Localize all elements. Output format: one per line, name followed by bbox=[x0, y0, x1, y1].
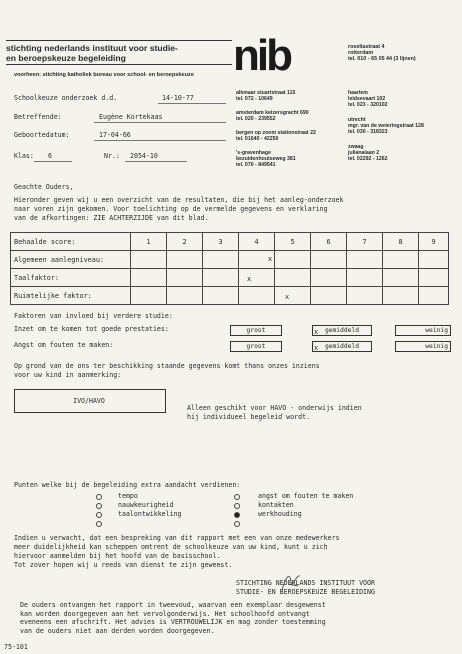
inzet-gemiddeld-box: gemiddeld bbox=[312, 325, 372, 336]
score-row-label-ruimtelijk: Ruimtelijke faktor: bbox=[11, 287, 131, 305]
score-header-row bbox=[11, 233, 449, 251]
aandacht-left-circle-2 bbox=[96, 503, 102, 509]
closing-text: Indien u verwacht, dat een bespreking van dit rapport met een van onze medewerkers meer duidelijkheid kan scheppen omtrent de schoolkeuze van uw kind, kunt u zich hiervoor aanmelden bij het hoofd van de basisschool. Tot zover hopen wij u reeds van dienst te zijn geweest. bbox=[14, 534, 340, 569]
angst-weinig-box: weinig bbox=[395, 341, 451, 352]
geboortedatum-label: Geboortedatum: bbox=[14, 131, 70, 139]
score-mark-ruimtelijk: x bbox=[285, 293, 290, 301]
aandacht-left-label-2: nauwkeurigheid bbox=[118, 501, 174, 509]
nib-logo: nib bbox=[233, 31, 290, 80]
inzet-weinig-box: weinig bbox=[395, 325, 451, 336]
betreffende-label: Betreffende: bbox=[14, 113, 62, 121]
handwritten-signature bbox=[278, 570, 304, 594]
faktor-inzet-label: Inzet om te komen tot goede prestaties: bbox=[14, 325, 169, 333]
score-col-2: 2 bbox=[167, 233, 203, 251]
faktoren-title: Faktoren van invloed bij verdere studie: bbox=[14, 312, 173, 320]
geboortedatum-value: 17-04-66 bbox=[99, 131, 131, 139]
aandacht-title: Punten welke bij de begeleiding extra aandacht verdienen: bbox=[14, 481, 241, 489]
aandacht-right-circle-4 bbox=[234, 521, 240, 527]
klas-underline bbox=[34, 161, 72, 162]
aandacht-right-circle-2 bbox=[234, 503, 240, 509]
advies-box-value: IVO/HAVO bbox=[73, 397, 105, 405]
score-col-9: 9 bbox=[419, 233, 449, 251]
aandacht-left-label-3: taalontwikkeling bbox=[118, 510, 182, 518]
aandacht-left-circle-1 bbox=[96, 494, 102, 500]
office-den-haag: 's-gravenhage bezuidenhoutseweg 381 tel. 070 - 849541 bbox=[236, 150, 296, 168]
score-col-7: 7 bbox=[347, 233, 383, 251]
office-bergen-op-zoom: bergen op zoom stationstraat 22 tel. 01640 - 42250 bbox=[236, 130, 316, 142]
faktor-angst-label: Angst om fouten te maken: bbox=[14, 341, 114, 349]
aandacht-right-circle-1 bbox=[234, 494, 240, 500]
schoolkeuze-label: Schoolkeuze onderzoek d.d. bbox=[14, 94, 118, 102]
inzet-groot-box: groot bbox=[230, 325, 282, 336]
score-mark-taal: x bbox=[247, 275, 252, 283]
score-row bbox=[11, 251, 449, 269]
nr-value: 2054-10 bbox=[130, 152, 158, 160]
header-subline: voorheen: stichting katholiek bureau voor school- en beroepskeuze bbox=[14, 72, 194, 78]
advies-intro: Op grond van de ons ter beschikking staande gegevens komt thans onzes inziens voor uw kind in aanmerking: bbox=[14, 362, 320, 379]
betreffende-underline bbox=[94, 122, 226, 123]
angst-groot-box: groot bbox=[230, 341, 282, 352]
angst-gemiddeld-box: gemiddeld bbox=[312, 341, 372, 352]
aandacht-left-label-1: tempo bbox=[118, 492, 138, 500]
form-code: 75-101 bbox=[4, 643, 28, 651]
office-haarlem: haarlem leidsevaart 102 tel. 023 - 320102 bbox=[348, 90, 388, 108]
score-col-1: 1 bbox=[131, 233, 167, 251]
score-row bbox=[11, 269, 449, 287]
aandacht-right-label-2: kontakten bbox=[258, 501, 294, 509]
schoolkeuze-underline bbox=[158, 103, 226, 104]
score-col-6: 6 bbox=[311, 233, 347, 251]
score-row bbox=[11, 287, 449, 305]
score-col-8: 8 bbox=[383, 233, 419, 251]
signature-block: STICHTING NEDERLANDS INSTITUUT VOOR STUDIE- EN BEROEPSKEUZE BEGELEIDING bbox=[236, 579, 375, 596]
betreffende-value: Eugène Kortekaas bbox=[99, 113, 163, 121]
aandacht-left-circle-3 bbox=[96, 512, 102, 518]
schoolkeuze-value: 14-10-77 bbox=[162, 94, 194, 102]
aandacht-right-label-3: werkhouding bbox=[258, 510, 302, 518]
klas-label: Klas: bbox=[14, 152, 34, 160]
aandacht-right-circle-3-filled bbox=[234, 512, 240, 518]
score-col-5: 5 bbox=[275, 233, 311, 251]
address-rotterdam: roseliastraat 4 rotterdam tel. 010 - 65 05 44 (3 lijnen) bbox=[348, 44, 416, 63]
header-top-rule bbox=[6, 40, 232, 41]
greeting: Geachte Ouders, bbox=[14, 183, 74, 191]
klas-value: 6 bbox=[48, 152, 52, 160]
angst-selected-mark: x bbox=[314, 344, 319, 352]
aandacht-left-circle-4 bbox=[96, 521, 102, 527]
aandacht-right-label-1: angst om fouten te maken bbox=[258, 492, 354, 500]
score-row-label-taal: Taalfaktor: bbox=[11, 269, 131, 287]
score-table bbox=[10, 232, 449, 305]
office-zwaag: zwaag julianalaan 2 tel. 02292 - 1262 bbox=[348, 144, 388, 162]
office-alkmaar: alkmaar stuartstraat 115 tel. 072 - 10649 bbox=[236, 90, 296, 102]
inzet-selected-mark: x bbox=[314, 328, 319, 336]
score-header-label: Behaalde score: bbox=[11, 233, 131, 251]
score-col-3: 3 bbox=[203, 233, 239, 251]
office-utrecht: utrecht mgr. van de weteringstraat 128 tel. 030 - 318323 bbox=[348, 117, 424, 135]
office-amsterdam: amsterdam keizersgracht 690 tel. 020 - 239552 bbox=[236, 110, 309, 122]
intro-text: Hieronder geven wij u een overzicht van de resultaten, die bij het aanleg-onderzoek naar voren zijn gekomen. Voor toelichting op de vermelde gegevens en verklaring van de afkortingen: ZIE ACHTERZIJDE van dit blad. bbox=[14, 196, 344, 222]
org-name-line2: en beroepskeuze begeleiding bbox=[6, 53, 126, 63]
score-mark-algemeen: x bbox=[268, 255, 273, 263]
geboortedatum-underline bbox=[94, 140, 226, 141]
footer-text: De ouders ontvangen het rapport in tweevoud, waarvan een exemplaar desgewenst kan worden doorgegeven aan het vervolgonderwijs. Het schoolhoofd ontvangt eveneens een afschrift. Het advies is VERTROUWELIJK en mag zonder toestemming van de ouders niet aan derden worden doorgegeven. bbox=[20, 601, 326, 635]
score-row-label-algemeen: Algemeen aanlegniveau: bbox=[11, 251, 131, 269]
score-col-4: 4 bbox=[239, 233, 275, 251]
header-bottom-rule bbox=[6, 64, 232, 65]
nr-label: Nr.: bbox=[104, 152, 120, 160]
nr-underline bbox=[125, 161, 187, 162]
advies-note: Alleen geschikt voor HAVO - onderwijs indien hij individueel begeleid wordt. bbox=[187, 404, 362, 421]
org-name-line1: stichting nederlands instituut voor studie- bbox=[6, 43, 178, 53]
